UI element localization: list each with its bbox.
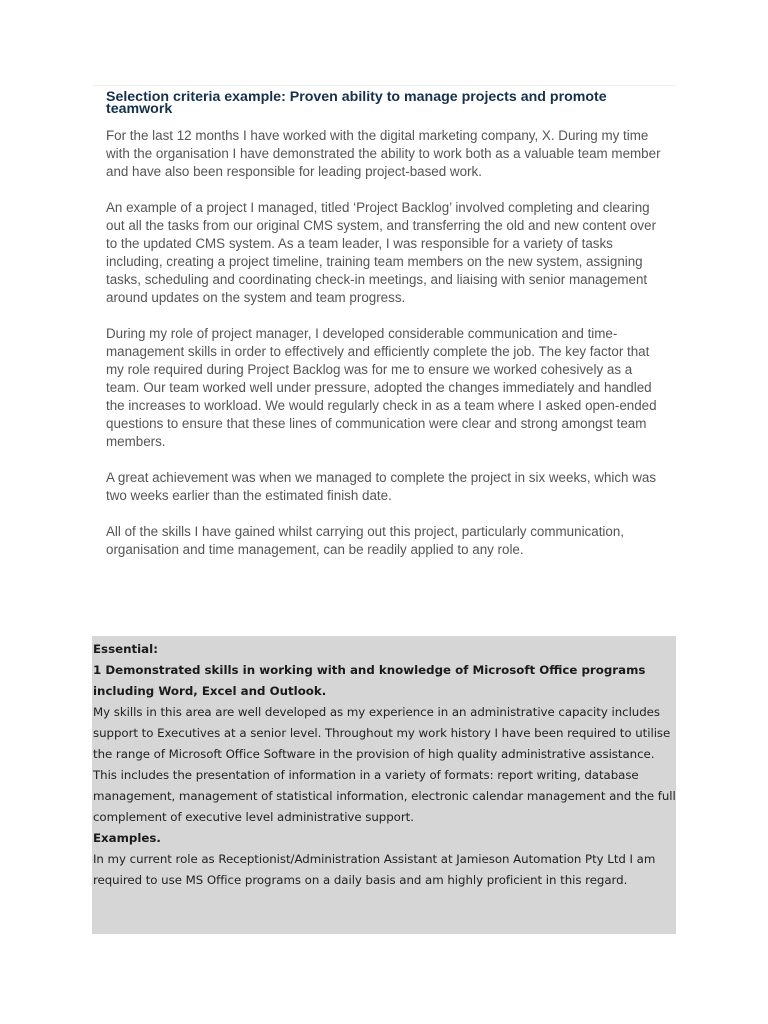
examples-label: Examples. bbox=[93, 831, 161, 845]
criterion-heading: 1 Demonstrated skills in working with and knowledge of Microsoft Office programs including Word, Excel and Outlook. bbox=[93, 663, 646, 698]
article-paragraph-5: All of the skills I have gained whilst carrying out this project, particularly communication, organisation and time management, can be readily applied to any role. bbox=[106, 524, 624, 557]
essential-criteria-box bbox=[92, 636, 676, 934]
essential-label: Essential: bbox=[93, 642, 158, 656]
article-paragraph-1: For the last 12 months I have worked with the digital marketing company, X. During my time with the organisation I have demonstrated the ability to work both as a valuable team member and have also been responsible for leading project-based work. bbox=[106, 128, 661, 179]
criterion-response: My skills in this area are well developed as my experience in an administrative capacity includes support to Executives at a senior level. Throughout my work history I have been required to utilise the range of Microsoft Office Software in the provision of high quality administrative assistance. This includes the presentation of information in a variety of formats: report writing, database management, management of statistical information, electronic calendar management and the full complement of executive level administrative support. bbox=[93, 705, 676, 824]
examples-text: In my current role as Receptionist/Administration Assistant at Jamieson Automation Pty Ltd I am required to use MS Office programs on a daily basis and am highly proficient in this regard. bbox=[93, 852, 656, 887]
top-divider bbox=[93, 85, 676, 86]
article-title: Selection criteria example: Proven ability to manage projects and promote teamwork bbox=[106, 89, 607, 117]
article-paragraph-2: An example of a project I managed, titled ‘Project Backlog’ involved completing and clearing out all the tasks from our original CMS system, and transferring the old and new content over to the updated CMS system. As a team leader, I was responsible for a variety of tasks including, creating a project timeline, training team members on the new system, assigning tasks, scheduling and coordinating check-in meetings, and liaising with senior management around updates on the system and team progress. bbox=[106, 200, 657, 305]
article-paragraph-4: A great achievement was when we managed to complete the project in six weeks, which was two weeks earlier than the estimated finish date. bbox=[106, 470, 657, 503]
selection-criteria-article bbox=[106, 89, 668, 577]
article-paragraph-3: During my role of project manager, I developed considerable communication and time-management skills in order to effectively and efficiently complete the job. The key factor that my role required during Project Backlog was for me to ensure we worked cohesively as a team. Our team worked well under pressure, adopted the changes immediately and handled the increases to workload. We would regularly check in as a team where I asked open-ended questions to ensure that these lines of communication were clear and strong amongst team members. bbox=[106, 326, 657, 449]
